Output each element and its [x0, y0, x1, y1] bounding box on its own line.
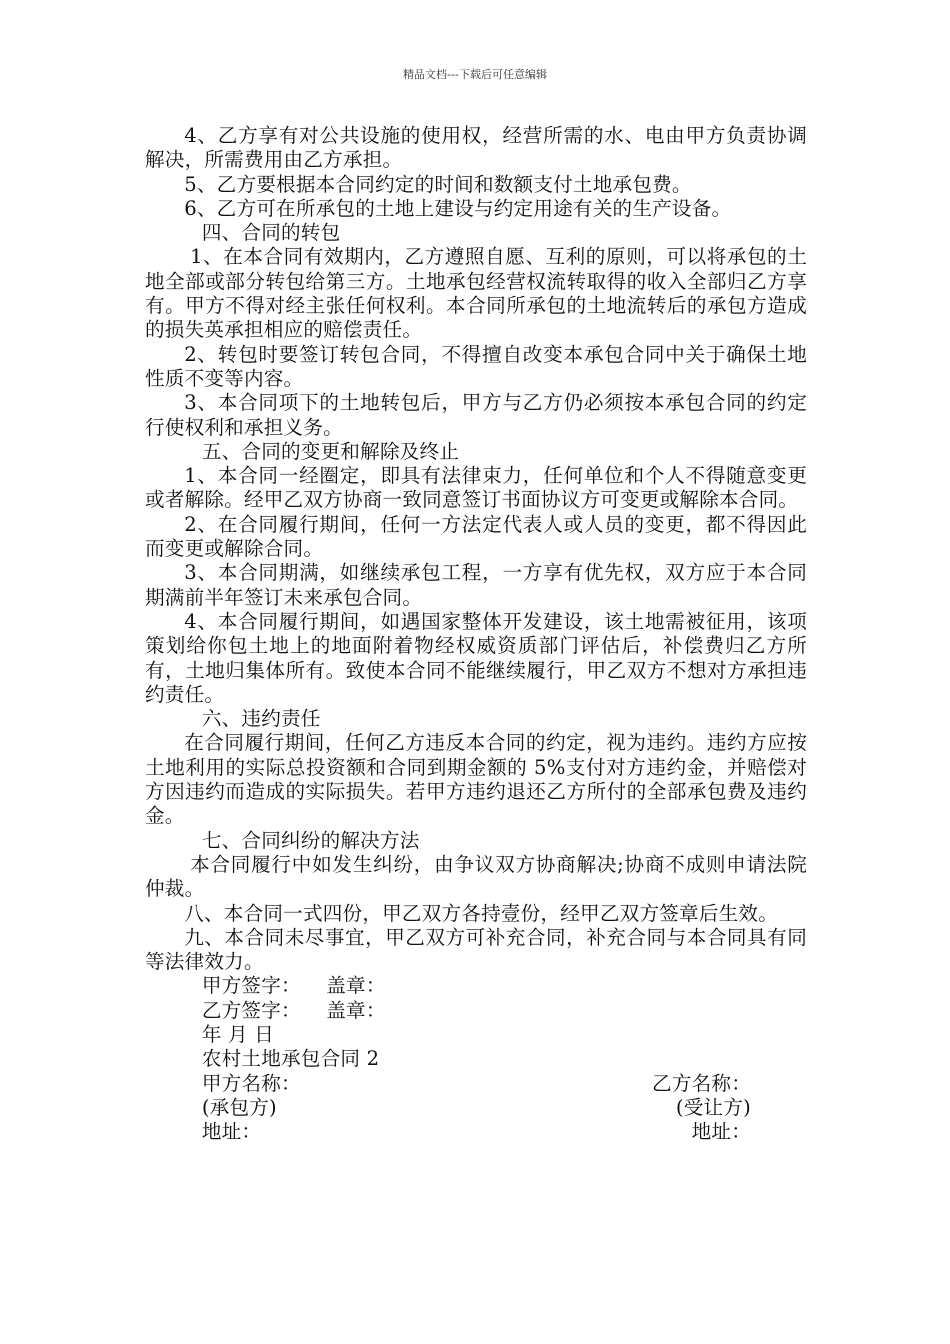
clause-5-1: 1、本合同一经圈定，即具有法律束力，任何单位和个人不得随意变更或者解除。经甲乙双方协商一致同意签订书面协议方可变更或解除本合同。 — [145, 464, 807, 512]
party-a-seal-label: 盖章： — [326, 974, 386, 998]
party-a-name-label: 甲方名称： — [201, 1071, 301, 1095]
document-body — [145, 124, 807, 1144]
clause-5-2: 2、在合同履行期间，任何一方法定代表人或人员的变更，都不得因此而变更或解除合同。 — [145, 512, 807, 561]
party-b-name-label: 乙方名称： — [652, 1071, 751, 1095]
section-heading-dispute: 七、合同纠纷的解决方法 — [201, 828, 420, 852]
date-line: 年 月 日 — [201, 1022, 275, 1046]
next-contract-title: 农村土地承包合同 2 — [201, 1047, 380, 1071]
party-b-role-label: (受让方) — [675, 1095, 751, 1119]
clause-3-5: 5、乙方要根据本合同约定的时间和数额支付土地承包费。 — [184, 172, 692, 196]
party-a-sign-label: 甲方签字： — [201, 974, 301, 998]
party-role-row — [145, 1096, 807, 1120]
clause-8: 八、本合同一式四份，甲乙双方各持壹份，经甲乙双方签章后生效。 — [184, 901, 778, 925]
party-address-row — [145, 1120, 807, 1144]
party-b-seal-label: 盖章： — [326, 998, 386, 1022]
clause-4-3: 3、本合同项下的土地转包后，甲方与乙方仍必须按本承包合同的约定行使权利和承担义务。 — [145, 391, 807, 439]
clause-7-body: 本合同履行中如发生纠纷，由争议双方协商解决;协商不成则申请法院仲裁。 — [145, 852, 807, 901]
clause-4-1: 1、在本合同有效期内，乙方遵照自愿、互利的原则，可以将承包的土地全部或部分转包给第三方。土地承包经营权流转取得的收入全部归乙方享有。甲方不得对经主张任何权利。本合同所承包的土地流转后的承包方造成的损失英承担相应的赔偿责任。 — [145, 245, 807, 342]
party-b-sign-label: 乙方签字： — [201, 998, 301, 1022]
party-a-address-label: 地址： — [201, 1120, 262, 1144]
clause-3-4: 4、乙方享有对公共设施的使用权，经营所需的水、电由甲方负责协调解决，所需费用由乙方承担。 — [145, 124, 807, 172]
section-heading-sublease: 四、合同的转包 — [201, 221, 341, 245]
party-b-address-label: 地址： — [691, 1120, 751, 1144]
section-heading-breach: 六、违约责任 — [201, 707, 321, 731]
clause-5-4: 4、本合同履行期间，如遇国家整体开发建设，该土地需被征用，该项策划给你包土地上的地面附着物经权威资质部门评估后，补偿费归乙方所有，土地归集体所有。致使本合同不能继续履行，甲乙双方不想对方承担违约责任。 — [145, 609, 807, 706]
section-heading-change-termination: 五、合同的变更和解除及终止 — [201, 439, 460, 463]
party-a-role-label: (承包方) — [201, 1095, 277, 1119]
page-header: 精品文档---下载后可任意编辑 — [403, 68, 547, 81]
clause-9: 九、本合同未尽事宜，甲乙双方可补充合同，补充合同与本合同具有同等法律效力。 — [145, 925, 807, 974]
party-name-row — [145, 1072, 807, 1096]
clause-6-body: 在合同履行期间，任何乙方违反本合同的约定，视为违约。违约方应按土地利用的实际总投资额和合同到期金额的 5%支付对方违约金，并赔偿对方因违约而造成的实际损失。若甲方违约退还乙方所付的全部承包费及违约金。 — [145, 731, 807, 828]
clause-5-3: 3、本合同期满，如继续承包工程，一方享有优先权，双方应于本合同期满前半年签订未来承包合同。 — [145, 561, 807, 609]
clause-3-6: 6、乙方可在所承包的土地上建设与约定用途有关的生产设备。 — [184, 196, 732, 220]
party-b-signature-line — [145, 999, 807, 1023]
party-a-signature-line — [145, 974, 807, 998]
clause-4-2: 2、转包时要签订转包合同，不得擅自改变本承包合同中关于确保土地性质不变等内容。 — [145, 342, 807, 390]
